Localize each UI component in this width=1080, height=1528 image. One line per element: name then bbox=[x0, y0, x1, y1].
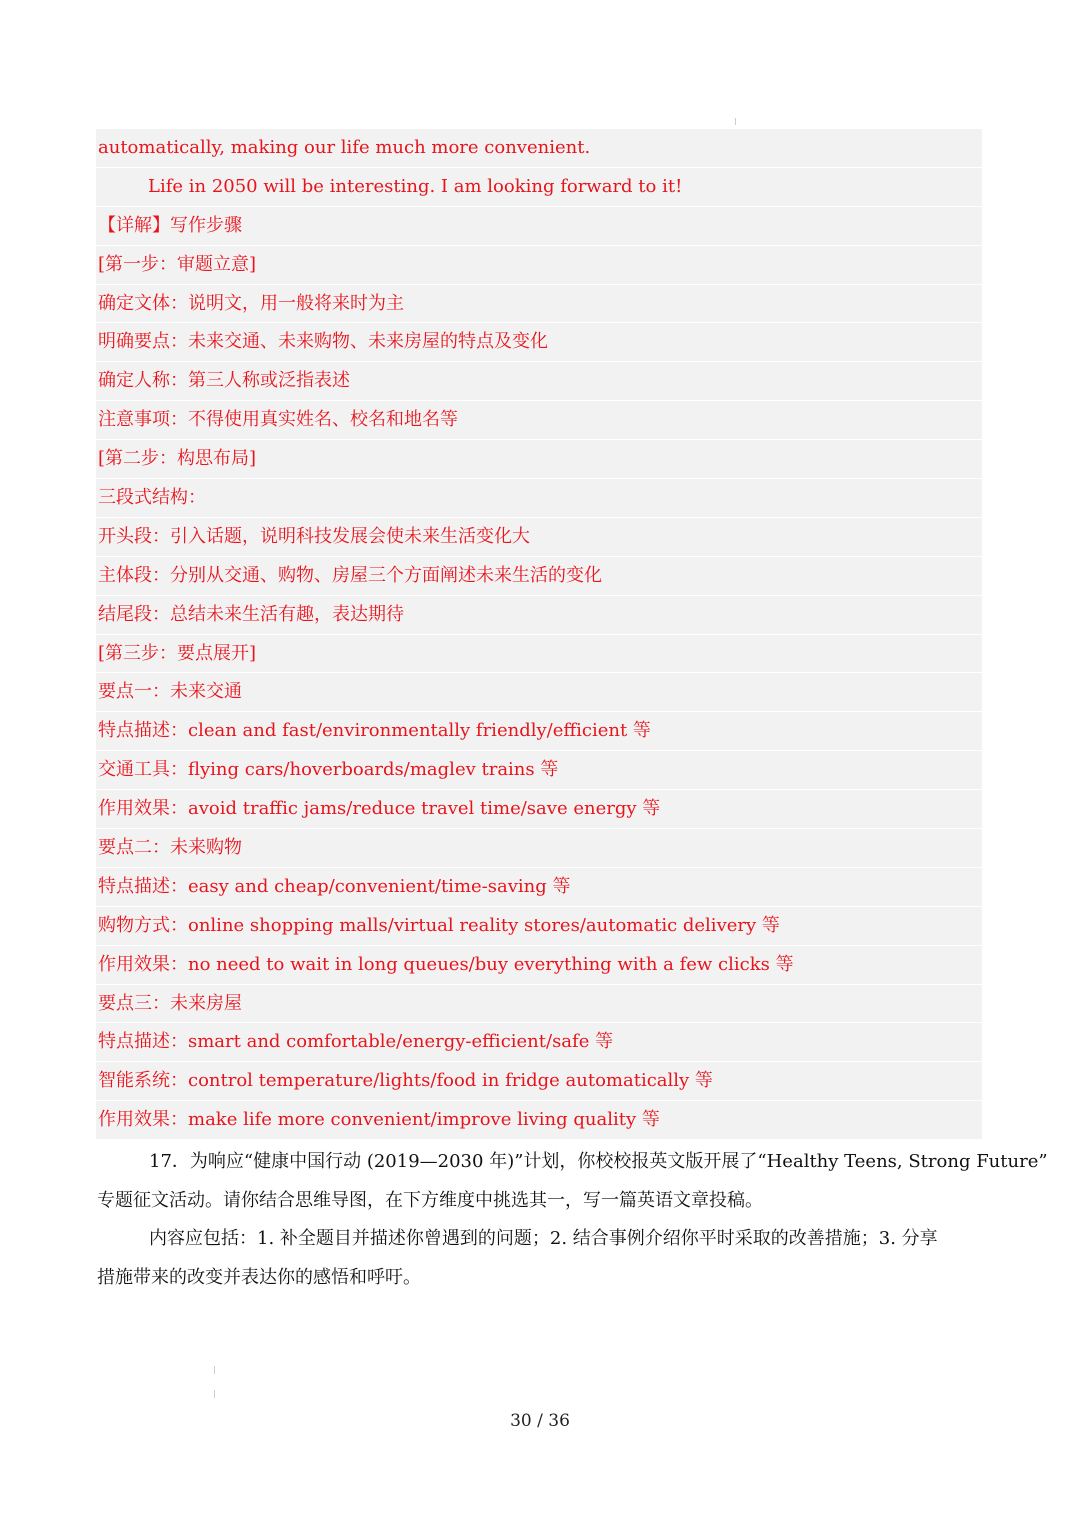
answer-line: 明确要点：未来交通、未来购物、未来房屋的特点及变化 bbox=[96, 323, 982, 362]
question-text: 专题征文活动。请你结合思维导图，在下方维度中挑选其一，写一篇英语文章投稿。 bbox=[97, 1190, 763, 1211]
answer-line: [第一步：审题立意] bbox=[96, 246, 982, 285]
page-number: 30 / 36 bbox=[510, 1411, 570, 1431]
answer-line: 【详解】写作步骤 bbox=[96, 207, 982, 246]
question-text: 内容应包括：1. 补全题目并描述你曾遇到的问题；2. 结合事例介绍你平时采取的改善措施；3. 分享 bbox=[149, 1228, 938, 1249]
answer-line: [第三步：要点展开] bbox=[96, 635, 982, 674]
answer-line: 三段式结构： bbox=[96, 479, 982, 518]
answer-line: 结尾段：总结未来生活有趣，表达期待 bbox=[96, 596, 982, 635]
answer-line: 确定人称：第三人称或泛指表述 bbox=[96, 362, 982, 401]
answer-line: 要点三：未来房屋 bbox=[96, 985, 982, 1024]
margin-mark bbox=[735, 118, 736, 125]
question-text: 17．为响应“健康中国行动 (2019—2030 年)”计划，你校校报英文版开展了“Healthy Teens, Strong Future” bbox=[149, 1151, 1048, 1172]
question-text: 措施带来的改变并表达你的感悟和呼吁。 bbox=[97, 1267, 421, 1288]
answer-line: 交通工具：flying cars/hoverboards/maglev trains 等 bbox=[96, 751, 982, 790]
answer-line: 主体段：分别从交通、购物、房屋三个方面阐述未来生活的变化 bbox=[96, 557, 982, 596]
answer-line: 开头段：引入话题，说明科技发展会使未来生活变化大 bbox=[96, 518, 982, 557]
answer-line: 作用效果：avoid traffic jams/reduce travel time/save energy 等 bbox=[96, 790, 982, 829]
margin-mark bbox=[214, 1366, 215, 1374]
answer-line: 确定文体：说明文，用一般将来时为主 bbox=[96, 285, 982, 324]
margin-mark bbox=[214, 1390, 215, 1398]
answer-line: 特点描述：easy and cheap/convenient/time-saving 等 bbox=[96, 868, 982, 907]
answer-line: 作用效果：make life more convenient/improve living quality 等 bbox=[96, 1101, 982, 1140]
answer-line: 智能系统：control temperature/lights/food in fridge automatically 等 bbox=[96, 1062, 982, 1101]
answer-line: 要点二：未来购物 bbox=[96, 829, 982, 868]
answer-line: 注意事项：不得使用真实姓名、校名和地名等 bbox=[96, 401, 982, 440]
answer-line: [第二步：构思布局] bbox=[96, 440, 982, 479]
answer-line: 特点描述：clean and fast/environmentally friendly/efficient 等 bbox=[96, 712, 982, 751]
answer-line: 特点描述：smart and comfortable/energy-efficient/safe 等 bbox=[96, 1023, 982, 1062]
answer-line: 购物方式：online shopping malls/virtual reality stores/automatic delivery 等 bbox=[96, 907, 982, 946]
answer-line: 作用效果：no need to wait in long queues/buy everything with a few clicks 等 bbox=[96, 946, 982, 985]
answer-line: automatically, making our life much more convenient. bbox=[96, 129, 982, 168]
answer-line: Life in 2050 will be interesting. I am looking forward to it! bbox=[96, 168, 982, 207]
answer-explanation-block bbox=[96, 129, 982, 1140]
answer-line: 要点一：未来交通 bbox=[96, 673, 982, 712]
